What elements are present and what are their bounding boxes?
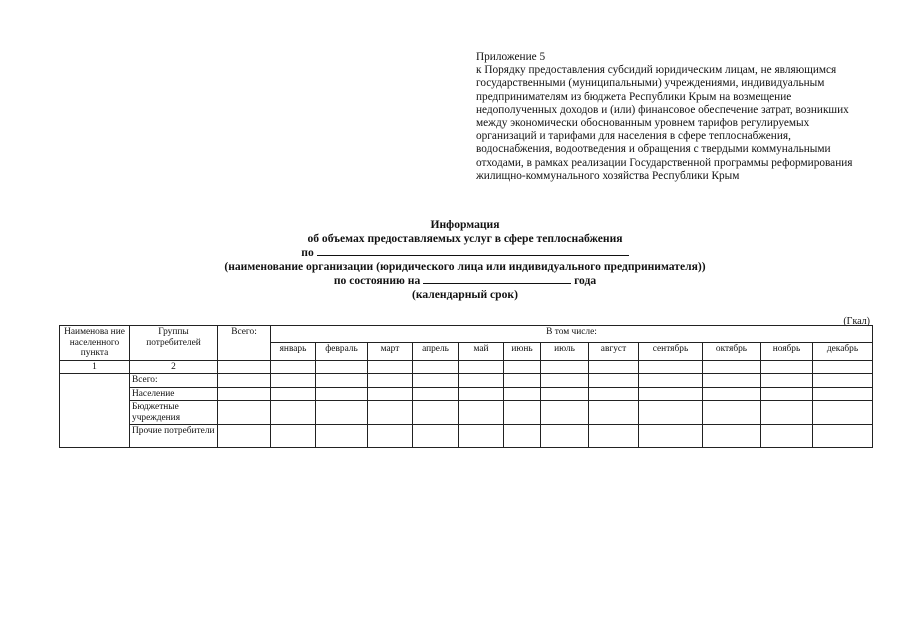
month-header: июнь xyxy=(504,343,541,360)
appendix-line: водоснабжения, водоотведения и обращения с твердыми коммунальными xyxy=(476,143,831,156)
group-label: Всего: xyxy=(130,374,218,388)
column-number: 1 xyxy=(60,360,130,374)
month-header: март xyxy=(368,343,413,360)
appendix-line: государственными (муниципальными) учреждениями, индивидуальным xyxy=(476,77,825,90)
month-header: февраль xyxy=(316,343,368,360)
header-including: В том числе: xyxy=(271,326,873,343)
appendix-line: к Порядку предоставления субсидий юридическим лицам, не являющимся xyxy=(476,64,837,77)
appendix-line: недополученных доходов и (или) финансовое обеспечение затрат, возникших xyxy=(476,103,849,116)
month-header: октябрь xyxy=(703,343,761,360)
organization-blank xyxy=(317,245,629,256)
month-header: январь xyxy=(271,343,316,360)
period-hint: (календарный срок) xyxy=(412,287,518,301)
month-header: май xyxy=(459,343,504,360)
table-row xyxy=(60,387,873,401)
volumes-table xyxy=(59,325,873,448)
group-label: Прочие потребители xyxy=(130,425,218,448)
table-row xyxy=(60,401,873,425)
column-number: 2 xyxy=(130,360,218,374)
organization-line xyxy=(180,245,750,260)
table-row xyxy=(60,374,873,388)
date-line xyxy=(180,273,750,288)
document-title: Информация xyxy=(430,218,500,231)
group-label: Бюджетные учреждения xyxy=(130,401,218,425)
header-total: Всего: xyxy=(218,326,271,361)
appendix-line: жилищно-коммунального хозяйства Республики Крым xyxy=(476,169,740,182)
as-of-label: по состоянию на xyxy=(333,274,421,287)
header-settlement: Наименова ние населенного пункта xyxy=(60,326,130,361)
month-header: июль xyxy=(541,343,589,360)
document-heading xyxy=(180,218,750,301)
appendix-line: между экономически обоснованным уровнем тарифов регулируемых xyxy=(476,117,810,130)
appendix-block xyxy=(476,51,886,183)
table-row xyxy=(60,425,873,448)
document-subtitle: об объемах предоставляемых услуг в сфере теплоснабжения xyxy=(307,231,623,245)
month-header: август xyxy=(589,343,639,360)
po-label: по xyxy=(301,246,314,259)
numbering-row xyxy=(60,360,873,374)
month-header: сентябрь xyxy=(639,343,703,360)
month-header: апрель xyxy=(413,343,459,360)
settlement-cell xyxy=(60,374,130,448)
header-groups: Группы потребителей xyxy=(130,326,218,361)
date-blank xyxy=(423,273,571,284)
header-row xyxy=(60,326,873,343)
unit-label: (Гкал) xyxy=(843,316,870,327)
appendix-line: организаций и тарифами для населения в сфере теплоснабжения, xyxy=(476,130,791,143)
month-header: ноябрь xyxy=(761,343,813,360)
appendix-line: предпринимателям из бюджета Республики Крым на возмещение xyxy=(476,90,792,103)
group-label: Население xyxy=(130,387,218,401)
appendix-line: Приложение 5 xyxy=(476,51,546,63)
organization-hint: (наименование организации (юридического лица или индивидуального предпринимателя)) xyxy=(224,259,706,273)
appendix-line: отходами, в рамках реализации Государственной программы реформирования xyxy=(476,156,853,169)
year-label: года xyxy=(574,274,597,287)
month-header: декабрь xyxy=(813,343,873,360)
